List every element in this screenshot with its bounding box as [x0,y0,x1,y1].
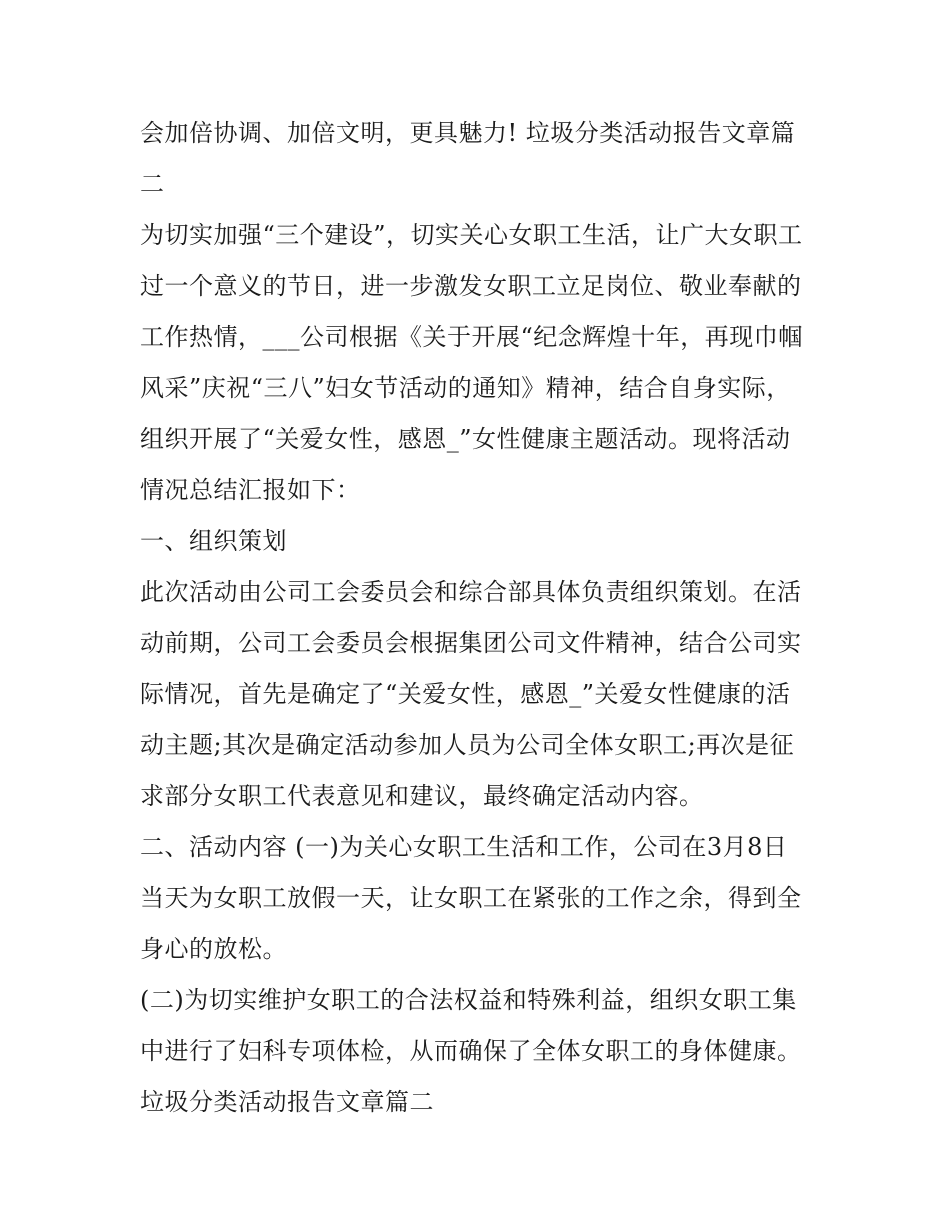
text-line: 中进行了妇科专项体检，从而确保了全体女职工的身体健康。 [140,1037,802,1065]
text-line: 为切实加强“三个建设”，切实关心女职工生活，让广大女职工 [140,221,803,249]
text-line: 求部分女职工代表意见和建议，最终确定活动内容。 [140,782,704,810]
text-line: (二)为切实维护女职工的合法权益和特殊利益，组织女职工集 [140,986,797,1014]
text-line: 工作热情，___公司根据《关于开展“纪念辉煌十年，再现巾帼 [140,323,803,351]
text-line: 风采”庆祝“三八”妇女节活动的通知》精神，结合自身实际， [140,374,791,402]
text-line: 二 [140,170,165,198]
text-line: 动主题;其次是确定活动参加人员为公司全体女职工;再次是征 [140,731,795,759]
text-line: 组织开展了“关爱女性，感恩_”女性健康主题活动。现将活动 [140,425,791,453]
section-heading: 一、组织策划 [140,527,287,555]
text-line: 身心的放松。 [140,935,287,963]
text-line: 会加倍协调、加倍文明，更具魅力! 垃圾分类活动报告文章篇 [140,119,796,147]
text-line: 际情况，首先是确定了“关爱女性，感恩_”关爱女性健康的活 [140,680,791,708]
text-line: 当天为女职工放假一天，让女职工在紧张的工作之余，得到全 [140,884,802,912]
text-line: 过一个意义的节日，进一步激发女职工立足岗位、敬业奉献的 [140,272,802,300]
text-line: 情况总结汇报如下： [140,476,361,504]
section-heading: 垃圾分类活动报告文章篇二 [140,1088,434,1116]
text-line: 动前期，公司工会委员会根据集团公司文件精神，结合公司实 [140,629,802,657]
document-body [140,108,820,1128]
text-line: 此次活动由公司工会委员会和综合部具体负责组织策划。在活 [140,578,802,606]
text-line: 二、活动内容 (一)为关心女职工生活和工作，公司在3月8日 [140,833,788,861]
